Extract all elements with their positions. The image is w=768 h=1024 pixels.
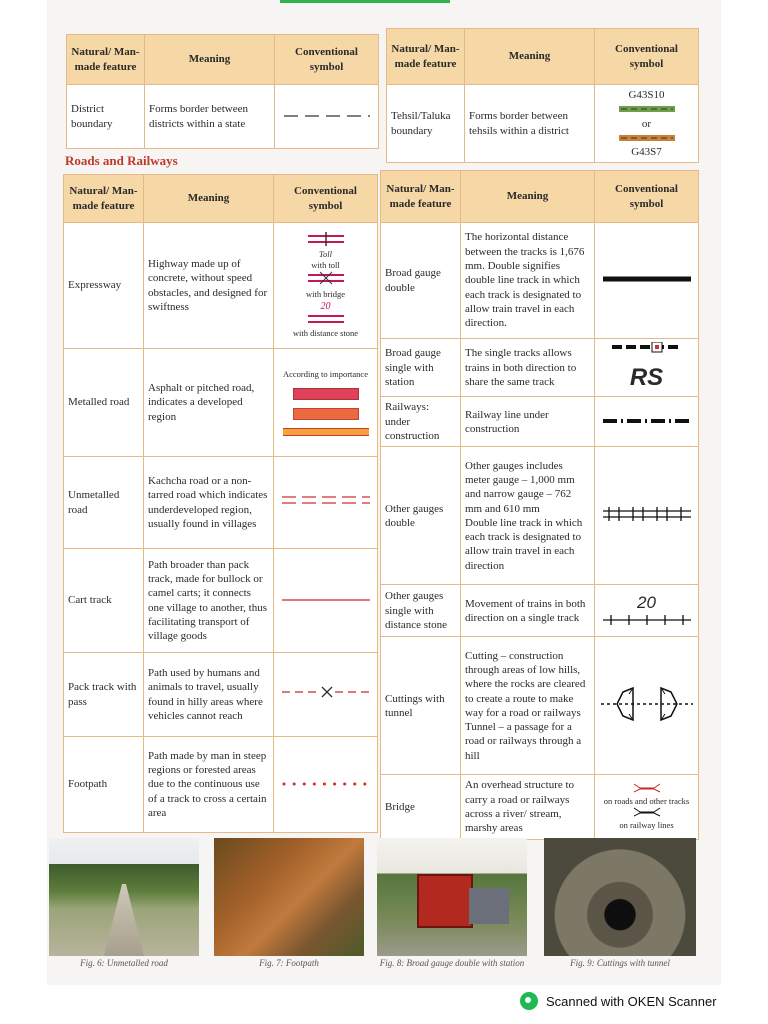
feature-cell: Cuttings with tunnel — [381, 637, 461, 775]
bridge-road-icon — [306, 271, 346, 285]
brown-boundary-strip — [619, 135, 675, 141]
rail-bridge-icon — [632, 807, 662, 817]
with-toll-label: with toll — [311, 260, 340, 271]
importance-label: According to importance — [283, 368, 368, 379]
district-boundary-symbol — [275, 85, 379, 149]
stone-road-icon — [306, 313, 346, 325]
meaning-cell: Path made by man in steep regions or forested areas due to the continuous use of a track to cross a certain area — [144, 737, 274, 833]
meaning-cell: Highway made up of concrete, without speed obstacles, and designed for swiftness — [144, 223, 274, 349]
toll-road-icon — [306, 232, 346, 246]
meaning-gauges: Other gauges includes meter gauge – 1,000 mm and narrow gauge – 762 mm and 610 mm — [465, 459, 575, 515]
with-stone-label: with distance stone — [292, 327, 359, 338]
header-feature: Natural/ Man-made feature — [381, 171, 461, 223]
tunnel-photo — [544, 838, 696, 956]
toll-label: Toll — [319, 249, 332, 260]
feature-cell: Expressway — [64, 223, 144, 349]
metalled-red-bar — [293, 388, 359, 400]
footpath-photo — [214, 838, 364, 956]
meaning-cell: Railway line under construction — [461, 397, 595, 447]
figure-caption: Fig. 6: Unmetalled road — [80, 958, 168, 968]
meaning-double-line: Double line track in which each track is designated to allow train travel in each direction — [465, 516, 583, 572]
meaning-cell: Kachcha road or a non-tarred road which indicates underdeveloped region, usually found in villages — [144, 457, 274, 549]
feature-cell: Footpath — [64, 737, 144, 833]
feature-cell: Unmetalled road — [64, 457, 144, 549]
metalled-orange-bar — [293, 408, 359, 420]
district-boundary-table — [66, 34, 379, 149]
meaning-cell: Path used by humans and animals to travel, usually found in hilly areas where vehicles cannot reach — [144, 653, 274, 737]
green-boundary-strip — [619, 106, 675, 112]
header-symbol: Conventional symbol — [595, 29, 699, 85]
code-g43s7: G43S7 — [631, 146, 662, 159]
tunnel-icon — [599, 684, 695, 724]
oken-logo-icon — [520, 992, 538, 1010]
scanner-footer — [520, 992, 717, 1010]
meaning-cell — [461, 447, 595, 585]
section-title: Roads and Railways — [65, 153, 178, 168]
meaning-cell: Asphalt or pitched road, indicates a developed region — [144, 349, 274, 457]
metalled-yellow-bar — [283, 428, 369, 436]
meaning-cell: The horizontal distance between the tracks is 1,676 mm. Double signifies double line track in which each track is designated to allow train travel in each direction. — [461, 223, 595, 339]
metalled-road-symbol — [274, 349, 378, 457]
feature-cell: Bridge — [381, 775, 461, 839]
header-feature: Natural/ Man-made feature — [64, 175, 144, 223]
top-accent-bar — [280, 0, 450, 3]
with-bridge-label: with bridge — [306, 288, 345, 299]
feature-cell: Other gauges single with distance stone — [381, 585, 461, 637]
feature-cell: Broad gauge single with station — [381, 339, 461, 397]
stone-number: 20 — [320, 300, 331, 312]
meaning-cell: Path broader than pack track, made for bullock or camel carts; it connects one village to another, thus facilitating transport of village goods — [144, 549, 274, 653]
figure-caption: Fig. 9: Cuttings with tunnel — [570, 958, 670, 968]
feature-cell: Broad gauge double — [381, 223, 461, 339]
unmetalled-road-photo — [49, 838, 199, 956]
header-feature: Natural/ Man-made feature — [387, 29, 465, 85]
meaning-cell: The single tracks allows trains in both direction to share the same track — [461, 339, 595, 397]
unmetalled-road-symbol — [274, 457, 378, 549]
bridge-symbol — [595, 775, 699, 839]
railways-table — [380, 170, 699, 840]
road-bridge-icon — [632, 783, 662, 793]
code-g43s10: G43S10 — [628, 89, 665, 101]
meaning-cell: Forms border between districts within a state — [145, 85, 275, 149]
header-meaning: Meaning — [144, 175, 274, 223]
station-track-icon — [612, 342, 682, 358]
header-symbol: Conventional symbol — [274, 175, 378, 223]
figure-caption: Fig. 8: Broad gauge double with station — [379, 958, 525, 968]
feature-cell: District boundary — [67, 85, 145, 149]
under-construction-symbol — [595, 397, 699, 447]
feature-cell: Cart track — [64, 549, 144, 653]
footer-text: Scanned with OKEN Scanner — [546, 993, 717, 1009]
footpath-symbol — [274, 737, 378, 833]
header-meaning: Meaning — [465, 29, 595, 85]
pack-track-symbol — [274, 653, 378, 737]
other-gauges-double-symbol — [595, 447, 699, 585]
feature-cell: Metalled road — [64, 349, 144, 457]
header-symbol: Conventional symbol — [275, 35, 379, 85]
header-feature: Natural/ Man-made feature — [67, 35, 145, 85]
meaning-cutting: Cutting – construction through areas of low hills, where the rocks are cleared to create a route to make way for a road or railways — [465, 649, 586, 719]
expressway-symbol — [274, 223, 378, 349]
broad-gauge-single-symbol — [595, 339, 699, 397]
train-station-photo — [377, 838, 527, 956]
feature-cell: Tehsil/Taluka boundary — [387, 85, 465, 163]
broad-gauge-double-symbol — [595, 223, 699, 339]
tehsil-boundary-symbol — [595, 85, 699, 163]
meaning-cell: Movement of trains in both direction on a single track — [461, 585, 595, 637]
on-rail-label: on railway lines — [619, 820, 674, 831]
figure-caption: Fig. 7: Footpath — [259, 958, 319, 968]
on-roads-label: on roads and other tracks — [603, 795, 690, 806]
station-rs-label: RS — [629, 364, 664, 392]
tehsil-boundary-table — [386, 28, 699, 163]
or-label: or — [641, 117, 652, 130]
header-meaning: Meaning — [461, 171, 595, 223]
header-meaning: Meaning — [145, 35, 275, 85]
cuttings-tunnel-symbol — [595, 637, 699, 775]
feature-cell: Pack track with pass — [64, 653, 144, 737]
feature-cell: Railways: under construction — [381, 397, 461, 447]
header-symbol: Conventional symbol — [595, 171, 699, 223]
meaning-cell: Forms border between tehsils within a district — [465, 85, 595, 163]
roads-table — [63, 174, 378, 833]
feature-cell: Other gauges double — [381, 447, 461, 585]
cart-track-symbol — [274, 549, 378, 653]
distance-stone-number: 20 — [637, 592, 656, 612]
meaning-cell: An overhead structure to carry a road or railways across a river/ stream, marshy areas — [461, 775, 595, 839]
meaning-tunnel: Tunnel – a passage for a road or railways through a hill — [465, 721, 582, 762]
other-gauges-single-symbol — [595, 585, 699, 637]
meaning-cell — [461, 637, 595, 775]
